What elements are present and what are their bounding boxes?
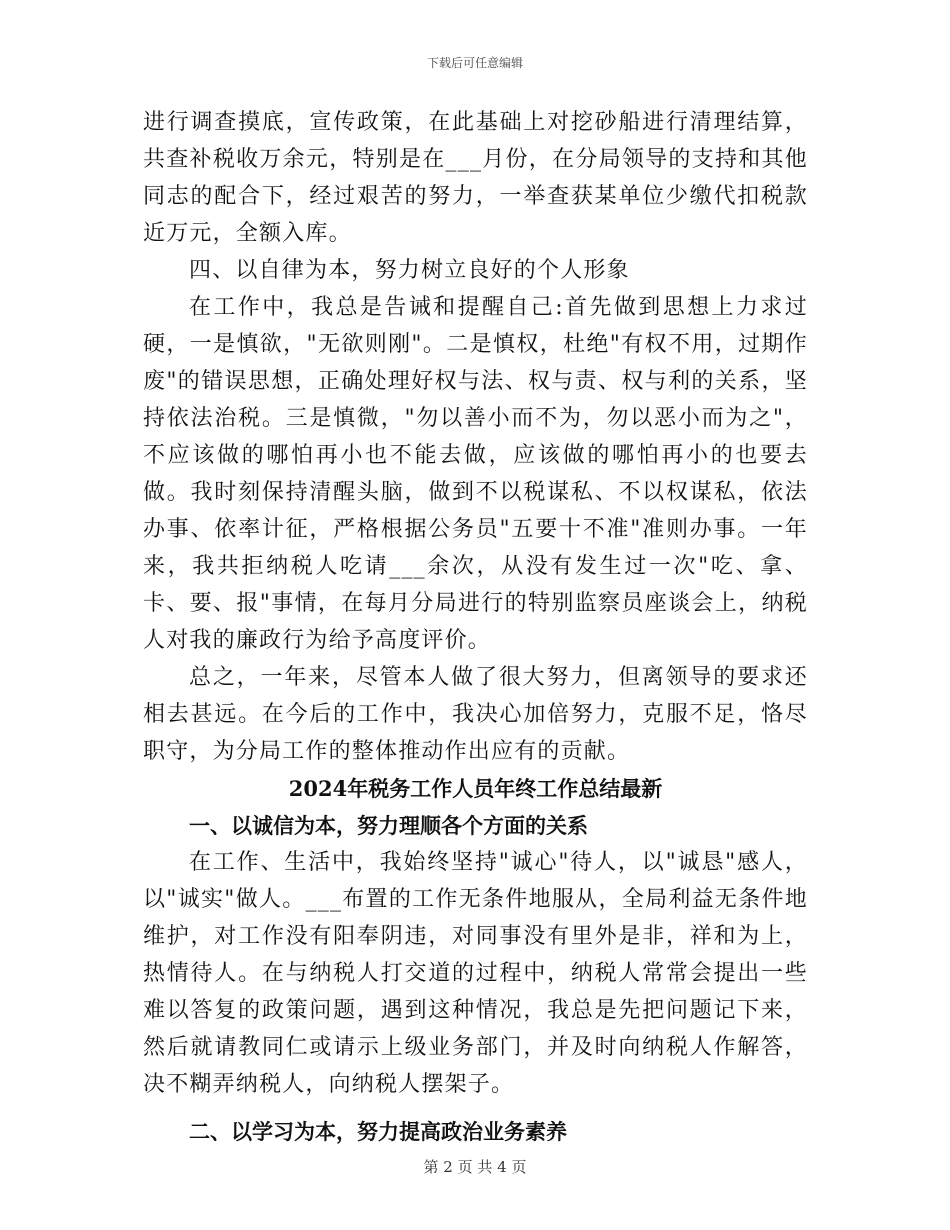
paragraph-audit-results: 进行调查摸底，宣传政策，在此基础上对挖砂船进行清理结算，共查补税收万余元，特别是在___月份，在分局领导的支持和其他同志的配合下，经过艰苦的努力，一举查获某单位少缴代扣税款近万元，全额入库。: [143, 110, 808, 246]
document-title: 2024年税务工作人员年终工作总结最新: [288, 776, 663, 801]
section-heading-self-discipline: 四、以自律为本，努力树立良好的个人形象: [189, 258, 630, 283]
section-heading-integrity: 一、以诚信为本，努力理顺各个方面的关系: [189, 813, 588, 838]
page-header: 下载后可任意编辑: [426, 56, 523, 70]
paragraph-integrity: 在工作、生活中，我始终坚持"诚心"待人，以"诚恳"感人，以"诚实"做人。___布置的工作无条件地服从，全局利益无条件地维护，对工作没有阳奉阴违，对同事没有里外是非，祥和为上，热情待人。在与纳税人打交道的过程中，纳税人常常会提出一些难以答复的政策问题，遇到这种情况，我总是先把问题记下来，然后就请教同仁或请示上级业务部门，并及时向纳税人作解答，决不糊弄纳税人，向纳税人摆架子。: [143, 850, 808, 1097]
document-body: [143, 104, 808, 1150]
paragraph-self-discipline: 在工作中，我总是告诫和提醒自己:首先做到思想上力求过硬，一是慎欲，"无欲则刚"。二是慎权，杜绝"有权不用，过期作废"的错误思想，正确处理好权与法、权与责、权与利的关系，坚持依法治税。三是慎微，"勿以善小而不为，勿以恶小而为之"，不应该做的哪怕再小也不能去做，应该做的哪怕再小的也要去做。我时刻保持清醒头脑，做到不以税谋私、不以权谋私，依法办事、依率计征，严格根据公务员"五要十不准"准则办事。一年来，我共拒纳税人吃请___余次，从没有发生过一次"吃、拿、卡、要、报"事情，在每月分局进行的特别监察员座谈会上，纳税人对我的廉政行为给予高度评价。: [143, 295, 808, 653]
section-heading-learning: 二、以学习为本，努力提高政治业务素养: [189, 1119, 567, 1144]
paragraph-conclusion: 总之，一年来，尽管本人做了很大努力，但离领导的要求还相去甚远。在今后的工作中，我决心加倍努力，克服不足，恪尽职守，为分局工作的整体推动作出应有的贡献。: [143, 665, 808, 764]
page-footer: 第 2 页 共 4 页: [423, 1158, 527, 1176]
